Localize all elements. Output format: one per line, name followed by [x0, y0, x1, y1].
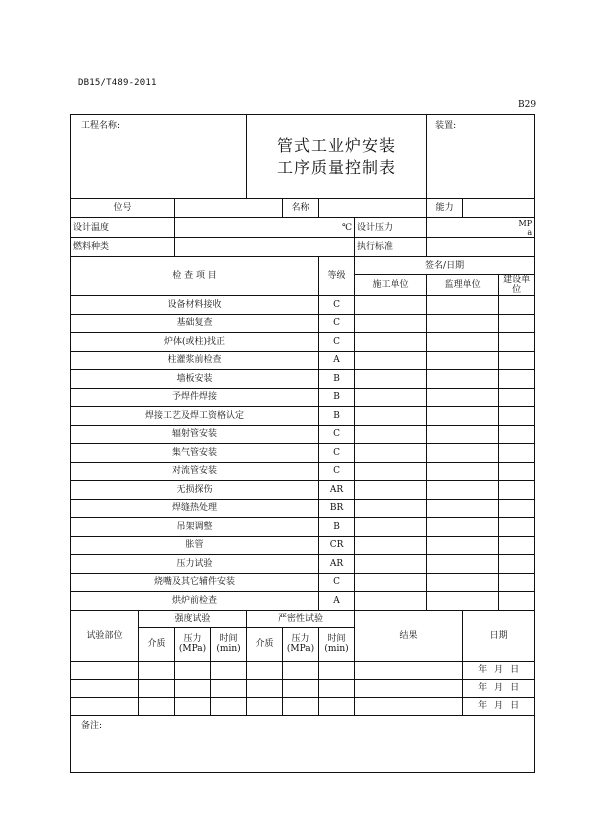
test-location-cell[interactable]: [71, 661, 139, 679]
tightness-pressure-label: 压力: [291, 634, 310, 644]
inspection-grade: B: [319, 388, 355, 407]
inspection-row: [71, 573, 535, 592]
month-label: 月: [494, 665, 504, 675]
result-cell[interactable]: [355, 697, 463, 715]
test-row: [71, 661, 535, 679]
fuel-type-value[interactable]: [175, 238, 355, 257]
title-line-2: 工序质量控制表: [277, 157, 397, 177]
inspection-grade: C: [319, 462, 355, 481]
date-cell[interactable]: [463, 661, 535, 679]
inspection-row: [71, 370, 535, 389]
inspection-row: [71, 296, 535, 315]
project-name-label: 工程名称:: [81, 121, 121, 131]
inspection-grade: B: [319, 407, 355, 426]
test-location-cell[interactable]: [71, 697, 139, 715]
tightness-time-unit: (min): [324, 644, 349, 654]
test-row: [71, 679, 535, 697]
form-code: B29: [518, 100, 537, 110]
inspection-row: [71, 592, 535, 611]
supervision-sign-cell[interactable]: [427, 351, 499, 370]
grade-header: 等级: [319, 257, 355, 296]
strength-time-header: [211, 627, 247, 661]
test-cell[interactable]: [319, 697, 355, 715]
test-cell[interactable]: [319, 661, 355, 679]
test-cell[interactable]: [211, 661, 247, 679]
construction-sign-cell[interactable]: [355, 314, 427, 333]
inspection-grade: B: [319, 518, 355, 537]
construction-sign-cell[interactable]: [355, 388, 427, 407]
inspection-item: 烘炉前检查: [71, 592, 319, 611]
inspection-item: 吊架调整: [71, 518, 319, 537]
inspection-item: 烧嘴及其它辅件安装: [71, 573, 319, 592]
supervision-sign-cell[interactable]: [427, 388, 499, 407]
fuel-type-label: 燃料种类: [71, 238, 175, 257]
name-value[interactable]: [319, 199, 427, 218]
supervision-sign-cell[interactable]: [427, 481, 499, 500]
month-label: 月: [494, 701, 504, 711]
supervision-sign-cell[interactable]: [427, 499, 499, 518]
tightness-time-header: [319, 627, 355, 661]
inspection-row: [71, 499, 535, 518]
day-label: 日: [510, 683, 520, 693]
construction-sign-cell[interactable]: [355, 333, 427, 352]
exec-standard-value[interactable]: [427, 238, 535, 257]
tightness-time-label: 时间: [327, 634, 346, 644]
test-cell[interactable]: [283, 679, 319, 697]
owner-sign-cell[interactable]: [499, 370, 535, 389]
strength-pressure-header: [175, 627, 211, 661]
supervision-sign-cell[interactable]: [427, 407, 499, 426]
construction-sign-cell[interactable]: [355, 499, 427, 518]
month-label: 月: [494, 683, 504, 693]
inspection-row: [71, 444, 535, 463]
inspection-grade: CR: [319, 536, 355, 555]
device-cell[interactable]: [427, 115, 535, 199]
owner-sign-cell[interactable]: [499, 555, 535, 574]
owner-sign-cell[interactable]: [499, 499, 535, 518]
inspection-item: 对流管安装: [71, 462, 319, 481]
tightness-test-header: 严密性试验: [247, 610, 355, 627]
construction-sign-cell[interactable]: [355, 536, 427, 555]
day-label: 日: [510, 665, 520, 675]
test-cell[interactable]: [175, 679, 211, 697]
supervision-sign-cell[interactable]: [427, 592, 499, 611]
construction-sign-cell[interactable]: [355, 351, 427, 370]
owner-sign-cell[interactable]: [499, 592, 535, 611]
inspection-item: 予焊件焊接: [71, 388, 319, 407]
supervision-sign-cell[interactable]: [427, 333, 499, 352]
supervision-sign-cell[interactable]: [427, 462, 499, 481]
remarks-label: 备注:: [81, 720, 103, 731]
owner-sign-cell[interactable]: [499, 407, 535, 426]
test-cell[interactable]: [139, 661, 175, 679]
inspection-item: 设备材料接收: [71, 296, 319, 315]
inspection-row: [71, 536, 535, 555]
pressure-unit-1: MP: [518, 218, 533, 228]
quality-control-form: [70, 114, 535, 773]
inspection-row: [71, 388, 535, 407]
owner-sign-cell[interactable]: [499, 314, 535, 333]
inspection-grade: C: [319, 425, 355, 444]
supervision-sign-cell[interactable]: [427, 314, 499, 333]
owner-sign-cell[interactable]: [499, 296, 535, 315]
inspection-item: 焊接工艺及焊工资格认定: [71, 407, 319, 426]
owner-sign-cell[interactable]: [499, 462, 535, 481]
construction-unit-header: 施工单位: [355, 275, 427, 296]
inspection-grade: AR: [319, 555, 355, 574]
inspection-grade: B: [319, 370, 355, 389]
construction-sign-cell[interactable]: [355, 555, 427, 574]
owner-sign-cell[interactable]: [499, 351, 535, 370]
remarks-cell[interactable]: [71, 715, 535, 772]
date-cell[interactable]: [463, 679, 535, 697]
design-temp-value[interactable]: [175, 218, 355, 238]
capacity-label: 能力: [427, 199, 463, 218]
construction-sign-cell[interactable]: [355, 518, 427, 537]
inspection-grade: C: [319, 573, 355, 592]
project-name-cell[interactable]: [71, 115, 247, 199]
test-cell[interactable]: [247, 661, 283, 679]
construction-sign-cell[interactable]: [355, 296, 427, 315]
owner-sign-cell[interactable]: [499, 333, 535, 352]
test-cell[interactable]: [175, 661, 211, 679]
inspection-item: 基础复查: [71, 314, 319, 333]
supervision-sign-cell[interactable]: [427, 296, 499, 315]
standard-code: DB15/T489-2011: [78, 78, 157, 88]
year-label: 年: [478, 701, 488, 711]
inspection-row: [71, 425, 535, 444]
test-location-cell[interactable]: [71, 679, 139, 697]
test-location-header: 试验部位: [71, 610, 139, 661]
inspection-grade: AR: [319, 481, 355, 500]
test-row: [71, 697, 535, 715]
sign-date-header: 签名/日期: [355, 257, 535, 275]
inspection-item: 胀管: [71, 536, 319, 555]
tightness-medium-header: 介质: [247, 627, 283, 661]
test-cell[interactable]: [211, 679, 247, 697]
position-no-value[interactable]: [175, 199, 283, 218]
test-cell[interactable]: [139, 697, 175, 715]
exec-standard-label: 执行标准: [355, 238, 427, 257]
construction-sign-cell[interactable]: [355, 425, 427, 444]
owner-sign-cell[interactable]: [499, 518, 535, 537]
inspection-item: 墙板安装: [71, 370, 319, 389]
name-label: 名称: [283, 199, 319, 218]
design-pressure-label: 设计压力: [355, 218, 427, 238]
inspection-grade: A: [319, 351, 355, 370]
strength-pressure-label: 压力: [183, 634, 202, 644]
inspection-item: 集气管安装: [71, 444, 319, 463]
design-pressure-value[interactable]: [427, 218, 535, 238]
owner-sign-cell[interactable]: [499, 481, 535, 500]
owner-sign-cell[interactable]: [499, 536, 535, 555]
supervision-unit-header: 监理单位: [427, 275, 499, 296]
inspection-row: [71, 407, 535, 426]
item-header: 检 查 项 目: [71, 257, 319, 296]
device-label: 装置:: [435, 121, 457, 131]
design-temp-label: 设计温度: [71, 218, 175, 238]
inspection-item: 柱灌浆前检查: [71, 351, 319, 370]
supervision-sign-cell[interactable]: [427, 573, 499, 592]
owner-unit-header: 建设单位: [499, 275, 535, 296]
test-cell[interactable]: [211, 697, 247, 715]
supervision-sign-cell[interactable]: [427, 555, 499, 574]
inspection-row: [71, 333, 535, 352]
form-title: [247, 115, 427, 199]
supervision-sign-cell[interactable]: [427, 518, 499, 537]
day-label: 日: [510, 701, 520, 711]
result-cell[interactable]: [355, 661, 463, 679]
inspection-grade: C: [319, 333, 355, 352]
inspection-grade: A: [319, 592, 355, 611]
title-line-1: 管式工业炉安装: [277, 135, 397, 155]
inspection-row: [71, 314, 535, 333]
temp-unit: ℃: [341, 222, 353, 233]
tightness-pressure-unit: (MPa): [286, 644, 315, 654]
inspection-row: [71, 481, 535, 500]
construction-sign-cell[interactable]: [355, 481, 427, 500]
construction-sign-cell[interactable]: [355, 407, 427, 426]
inspection-grade: C: [319, 296, 355, 315]
strength-time-label: 时间: [219, 634, 238, 644]
construction-sign-cell[interactable]: [355, 444, 427, 463]
test-cell[interactable]: [283, 661, 319, 679]
strength-test-header: 强度试验: [139, 610, 247, 627]
inspection-row: [71, 518, 535, 537]
owner-sign-cell[interactable]: [499, 388, 535, 407]
owner-sign-cell[interactable]: [499, 573, 535, 592]
inspection-item: 压力试验: [71, 555, 319, 574]
owner-sign-cell[interactable]: [499, 425, 535, 444]
inspection-item: 辐射管安装: [71, 425, 319, 444]
inspection-grade: C: [319, 444, 355, 463]
owner-sign-cell[interactable]: [499, 444, 535, 463]
inspection-item: 无损探伤: [71, 481, 319, 500]
year-label: 年: [478, 683, 488, 693]
inspection-item: 焊缝热处理: [71, 499, 319, 518]
result-cell[interactable]: [355, 679, 463, 697]
inspection-grade: BR: [319, 499, 355, 518]
test-cell[interactable]: [247, 679, 283, 697]
pressure-unit-2: a: [527, 227, 533, 237]
construction-sign-cell[interactable]: [355, 573, 427, 592]
inspection-item: 炉体(或柱)找正: [71, 333, 319, 352]
date-header: 日期: [463, 610, 535, 661]
year-label: 年: [478, 665, 488, 675]
test-cell[interactable]: [175, 697, 211, 715]
inspection-row: [71, 351, 535, 370]
test-cell[interactable]: [319, 679, 355, 697]
supervision-sign-cell[interactable]: [427, 536, 499, 555]
construction-sign-cell[interactable]: [355, 592, 427, 611]
position-no-label: 位号: [71, 199, 175, 218]
test-cell[interactable]: [283, 697, 319, 715]
capacity-value[interactable]: [463, 199, 535, 218]
tightness-pressure-header: [283, 627, 319, 661]
strength-pressure-unit: (MPa): [178, 644, 207, 654]
inspection-row: [71, 462, 535, 481]
inspection-row: [71, 555, 535, 574]
supervision-sign-cell[interactable]: [427, 444, 499, 463]
construction-sign-cell[interactable]: [355, 370, 427, 389]
date-cell[interactable]: [463, 697, 535, 715]
test-cell[interactable]: [139, 679, 175, 697]
result-header: 结果: [355, 610, 463, 661]
construction-sign-cell[interactable]: [355, 462, 427, 481]
inspection-grade: C: [319, 314, 355, 333]
strength-time-unit: (min): [216, 644, 241, 654]
test-cell[interactable]: [247, 697, 283, 715]
strength-medium-header: 介质: [139, 627, 175, 661]
supervision-sign-cell[interactable]: [427, 370, 499, 389]
supervision-sign-cell[interactable]: [427, 425, 499, 444]
